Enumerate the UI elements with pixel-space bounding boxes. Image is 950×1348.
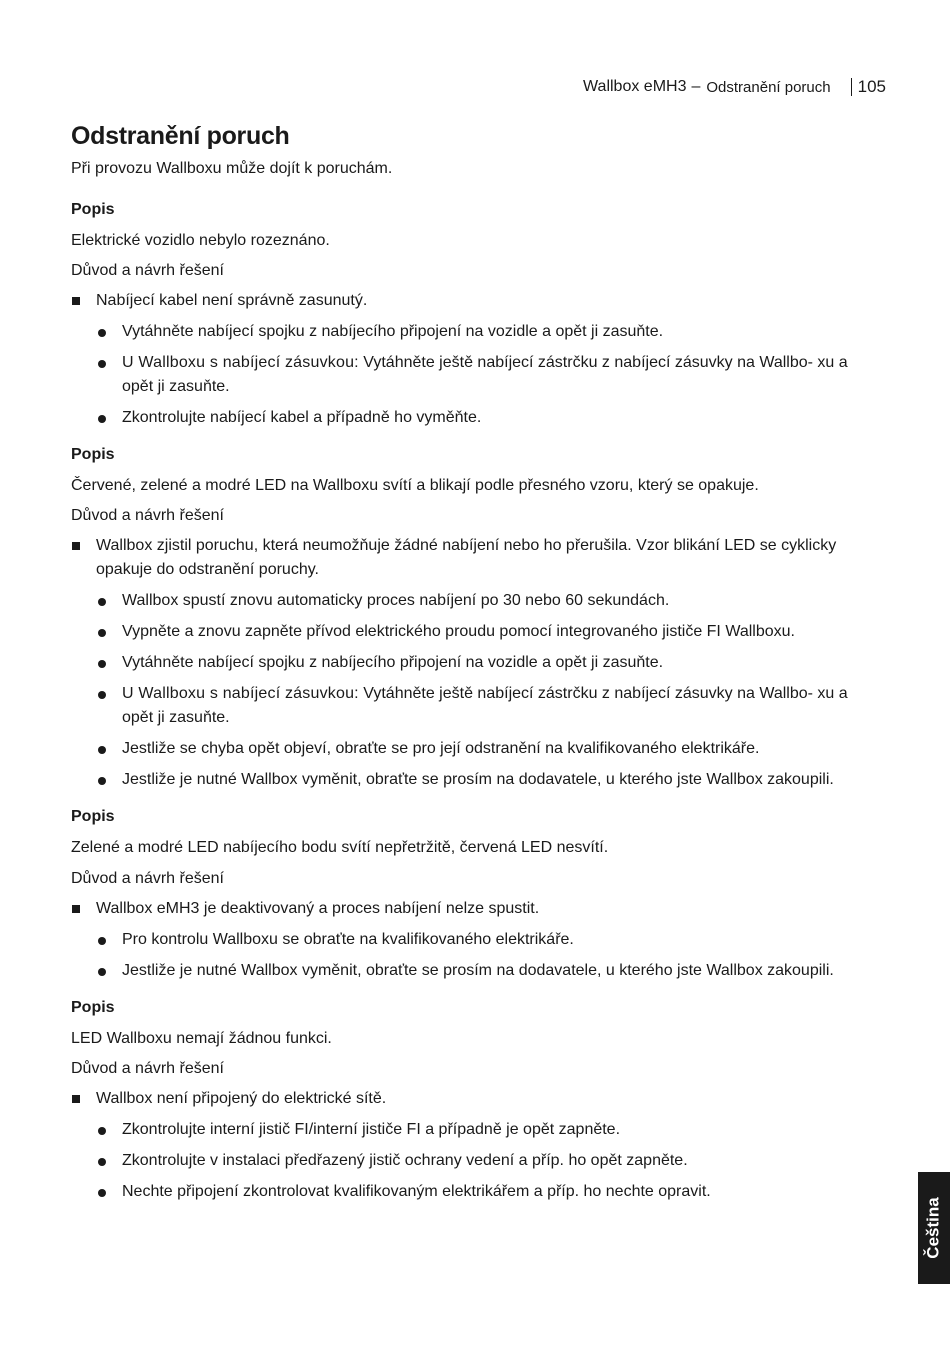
- section-heading: Popis: [71, 999, 115, 1016]
- intro-text: Při provozu Wallboxu může dojít k poruchám.: [71, 160, 393, 177]
- fault-description: LED Wallboxu nemají žádnou funkci.: [71, 1030, 332, 1047]
- solution-step: Zkontrolujte nabíjecí kabel a případně ho vyměňte.: [71, 406, 861, 430]
- solution-step: Zkontrolujte v instalaci předřazený jistič ochrany vedení a příp. ho opět zapněte.: [71, 1149, 861, 1173]
- step-lead: U Wallboxu s nabíjecí zásuvkou:: [122, 685, 359, 702]
- solution-step: Wallbox spustí znovu automaticky proces nabíjení po 30 nebo 60 sekundách.: [71, 589, 861, 613]
- header-dash: –: [691, 78, 701, 95]
- fault-section-2: [71, 443, 861, 792]
- header-separator: [851, 78, 852, 96]
- fault-section-4: [71, 996, 861, 1204]
- fault-description: Zelené a modré LED nabíjecího bodu svítí nepřetržitě, červená LED nesvítí.: [71, 839, 609, 856]
- fault-cause: Nabíjecí kabel není správně zasunutý.: [71, 289, 861, 313]
- language-tab-label: Čeština: [924, 1197, 944, 1259]
- page-header: [583, 77, 886, 97]
- fault-section-3: [71, 805, 861, 983]
- solution-step: Vytáhněte nabíjecí spojku z nabíjecího připojení na vozidle a opět ji zasuňte.: [71, 651, 861, 675]
- solution-step: U Wallboxu s nabíjecí zásuvkou: Vytáhněte ještě nabíjecí zástrčku z nabíjecí zásuvky na Wallbo- xu a opět ji zasuňte.: [71, 682, 861, 730]
- solution-step: Zkontrolujte interní jistič FI/interní jističe FI a případně je opět zapněte.: [71, 1118, 861, 1142]
- reason-heading: Důvod a návrh řešení: [71, 262, 224, 279]
- section-heading: Popis: [71, 446, 115, 463]
- section-heading: Popis: [71, 201, 115, 218]
- page-number: 105: [857, 77, 886, 96]
- solution-step: Vypněte a znovu zapněte přívod elektrického proudu pomocí integrovaného jističe FI Wallboxu.: [71, 620, 861, 644]
- section-heading: Popis: [71, 808, 115, 825]
- reason-heading: Důvod a návrh řešení: [71, 870, 224, 887]
- reason-heading: Důvod a návrh řešení: [71, 1060, 224, 1077]
- step-lead: U Wallboxu s nabíjecí zásuvkou:: [122, 354, 359, 371]
- fault-description: Červené, zelené a modré LED na Wallboxu svítí a blikají podle přesného vzoru, který se opakuje.: [71, 477, 759, 494]
- troubleshooting-content: [71, 198, 861, 1204]
- fault-cause: Wallbox není připojený do elektrické sítě.: [71, 1087, 861, 1111]
- solution-step: Jestliže je nutné Wallbox vyměnit, obraťte se prosím na dodavatele, u kterého jste Wallbox zakoupili.: [71, 959, 861, 983]
- fault-description: Elektrické vozidlo nebylo rozeznáno.: [71, 232, 330, 249]
- fault-cause: Wallbox zjistil poruchu, která neumožňuje žádné nabíjení nebo ho přerušila. Vzor blikání LED se cyklicky opakuje do odstranění poruchy.: [71, 534, 861, 582]
- header-chapter: Odstranění poruch: [706, 78, 831, 96]
- reason-heading: Důvod a návrh řešení: [71, 507, 224, 524]
- solution-step: Jestliže se chyba opět objeví, obraťte se pro její odstranění na kvalifikovaného elektrikáře.: [71, 737, 861, 761]
- solution-step: U Wallboxu s nabíjecí zásuvkou: Vytáhněte ještě nabíjecí zástrčku z nabíjecí zásuvky na Wallbo- xu a opět ji zasuňte.: [71, 351, 861, 399]
- fault-section-1: [71, 198, 861, 430]
- header-product: Wallbox eMH3: [583, 78, 687, 95]
- fault-cause: Wallbox eMH3 je deaktivovaný a proces nabíjení nelze spustit.: [71, 897, 861, 921]
- solution-step: Nechte připojení zkontrolovat kvalifikovaným elektrikářem a příp. ho nechte opravit.: [71, 1180, 861, 1204]
- page-title: Odstranění poruch: [71, 122, 290, 150]
- solution-step: Pro kontrolu Wallboxu se obraťte na kvalifikovaného elektrikáře.: [71, 928, 861, 952]
- language-tab: [918, 1172, 950, 1284]
- solution-step: Jestliže je nutné Wallbox vyměnit, obraťte se prosím na dodavatele, u kterého jste Wallbox zakoupili.: [71, 768, 861, 792]
- solution-step: Vytáhněte nabíjecí spojku z nabíjecího připojení na vozidle a opět ji zasuňte.: [71, 320, 861, 344]
